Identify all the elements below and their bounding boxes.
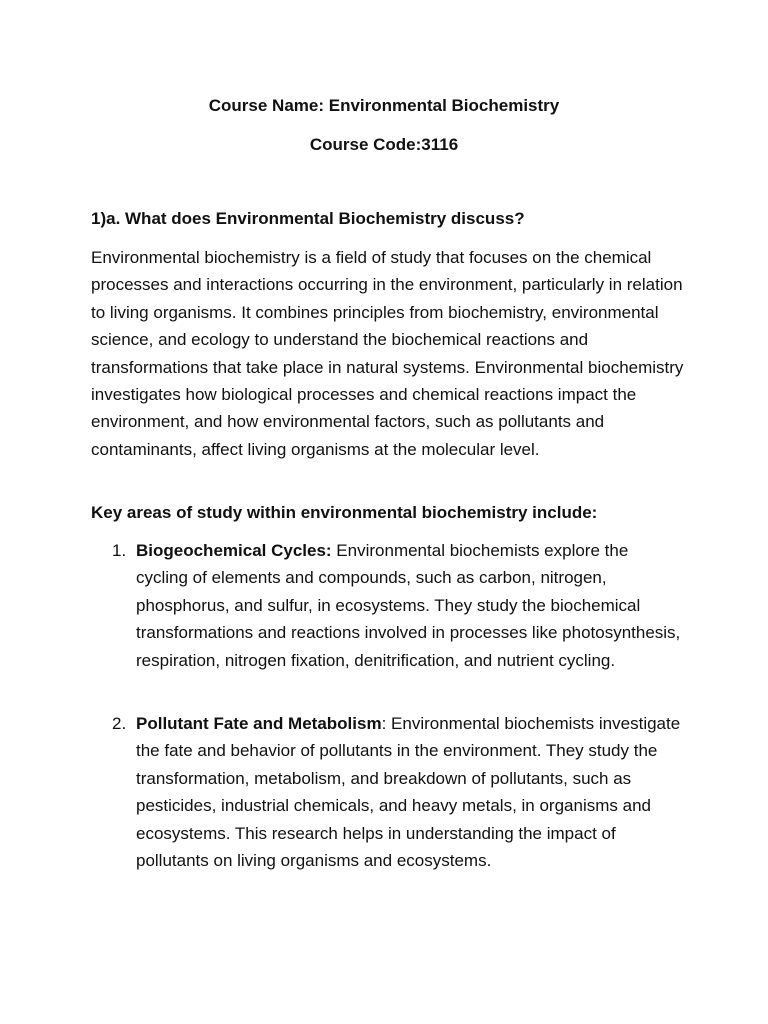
list-item-body (136, 537, 682, 674)
list-item-text: Environmental biochemists explore the cycling of elements and compounds, such as carbon, nitrogen, phosphorus, and sulfur, in ecosystems. They study the biochemical transformations and reactions involved in processes like photosynthesis, respiration, nitrogen fixation, denitrification, and nutrient cycling. (136, 541, 681, 670)
list-item-text: : Environmental biochemists investigate the fate and behavior of pollutants in the environment. They study the transformation, metabolism, and breakdown of pollutants, such as pesticides, industrial chemicals, and heavy metals, in organisms and ecosystems. This research helps in understanding the impact of pollutants on living organisms and ecosystems. (136, 714, 681, 871)
list-item-label: Biogeochemical Cycles: (136, 541, 332, 560)
list-item-number: 2. (112, 714, 127, 733)
list-item (112, 710, 682, 874)
list-item-label: Pollutant Fate and Metabolism (136, 714, 382, 733)
intro-paragraph: Environmental biochemistry is a field of study that focuses on the chemical processes and interactions occurring in the environment, particularly in relation to living organisms. It combines principles from biochemistry, environmental science, and ecology to understand the biochemical reactions and transformations that take place in natural systems. Environmental biochemistry investigates how biological processes and chemical reactions impact the environment, and how environmental factors, such as pollutants and contaminants, affect living organisms at the molecular level. (91, 248, 684, 459)
key-areas-heading: Key areas of study within environmental biochemistry include: (91, 503, 598, 522)
list-item (112, 537, 682, 674)
list-item-number: 1. (112, 541, 127, 560)
course-code-title: Course Code:3116 (309, 135, 459, 154)
course-name-title: Course Name: Environmental Biochemistry (208, 96, 560, 115)
list-item-body (136, 710, 682, 874)
question-heading: 1)a. What does Environmental Biochemistry discuss? (91, 209, 525, 228)
